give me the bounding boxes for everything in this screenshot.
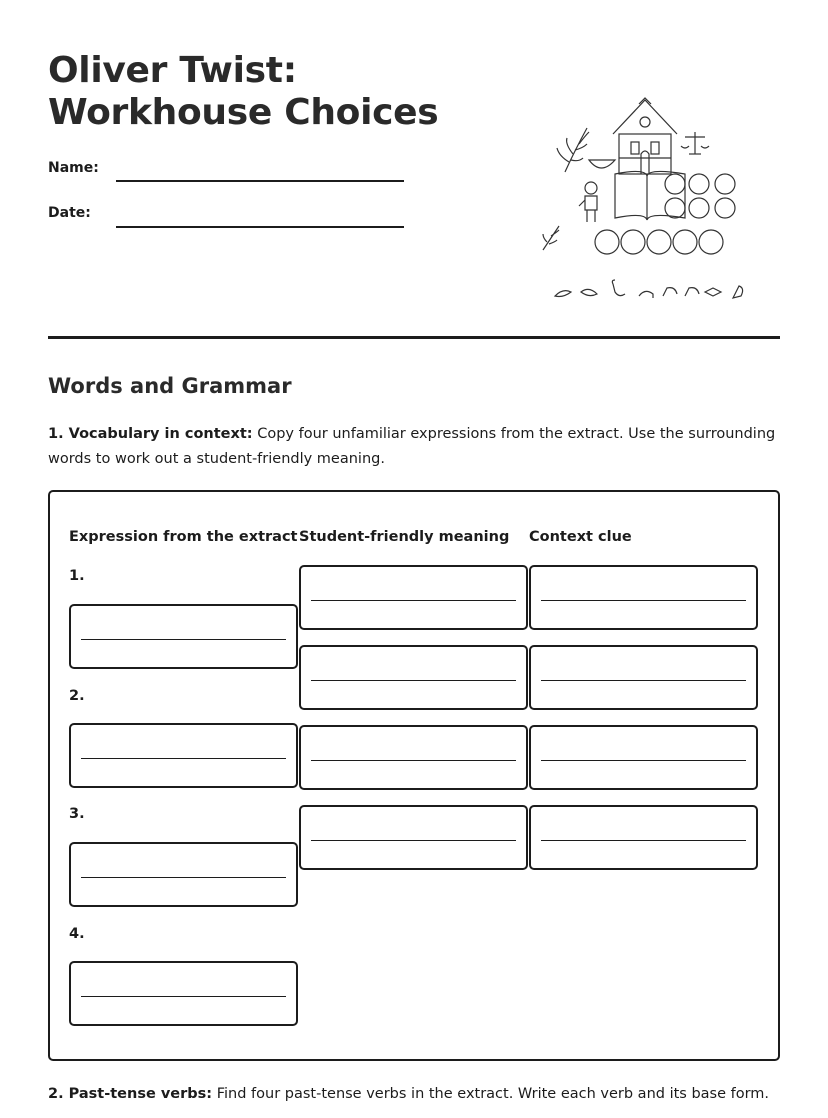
workhouse-scene-icon (535, 92, 755, 307)
section-title: Words and Grammar (48, 374, 292, 398)
expression-input-4[interactable] (69, 961, 298, 1026)
context-clue-input-4[interactable] (529, 805, 758, 870)
column-header-context-clue: Context clue (529, 529, 632, 545)
expression-input-2[interactable] (69, 723, 298, 788)
question-1-instructions (48, 422, 788, 472)
row-number-1: 1. (69, 568, 85, 584)
question-1-label: 1. Vocabulary in context: (48, 426, 253, 442)
context-clue-input-1[interactable] (529, 565, 758, 630)
date-label: Date: (48, 205, 91, 221)
question-2-text: Find four past-tense verbs in the extract. Write each verb and its base form. (212, 1086, 770, 1102)
question-2-instructions (48, 1082, 788, 1107)
question-2-label: 2. Past-tense verbs: (48, 1086, 213, 1102)
row-number-4: 4. (69, 926, 85, 942)
meaning-input-3[interactable] (299, 725, 528, 790)
meaning-input-1[interactable] (299, 565, 528, 630)
meaning-input-2[interactable] (299, 645, 528, 710)
name-field[interactable] (116, 180, 404, 182)
column-header-expression: Expression from the extract (69, 529, 298, 545)
column-header-meaning: Student-friendly meaning (299, 529, 510, 545)
name-label: Name: (48, 160, 99, 176)
row-number-3: 3. (69, 806, 85, 822)
expression-input-3[interactable] (69, 842, 298, 907)
section-divider (48, 336, 780, 339)
date-field[interactable] (116, 226, 404, 228)
row-number-2: 2. (69, 688, 85, 704)
page-title: Oliver Twist: Workhouse Choices (48, 50, 439, 133)
context-clue-input-3[interactable] (529, 725, 758, 790)
context-clue-input-2[interactable] (529, 645, 758, 710)
expression-input-1[interactable] (69, 604, 298, 669)
question-1-text: Copy four unfamiliar expressions from the extract. Use the surrounding words to work out a student-friendly meaning. (48, 426, 776, 467)
meaning-input-4[interactable] (299, 805, 528, 870)
